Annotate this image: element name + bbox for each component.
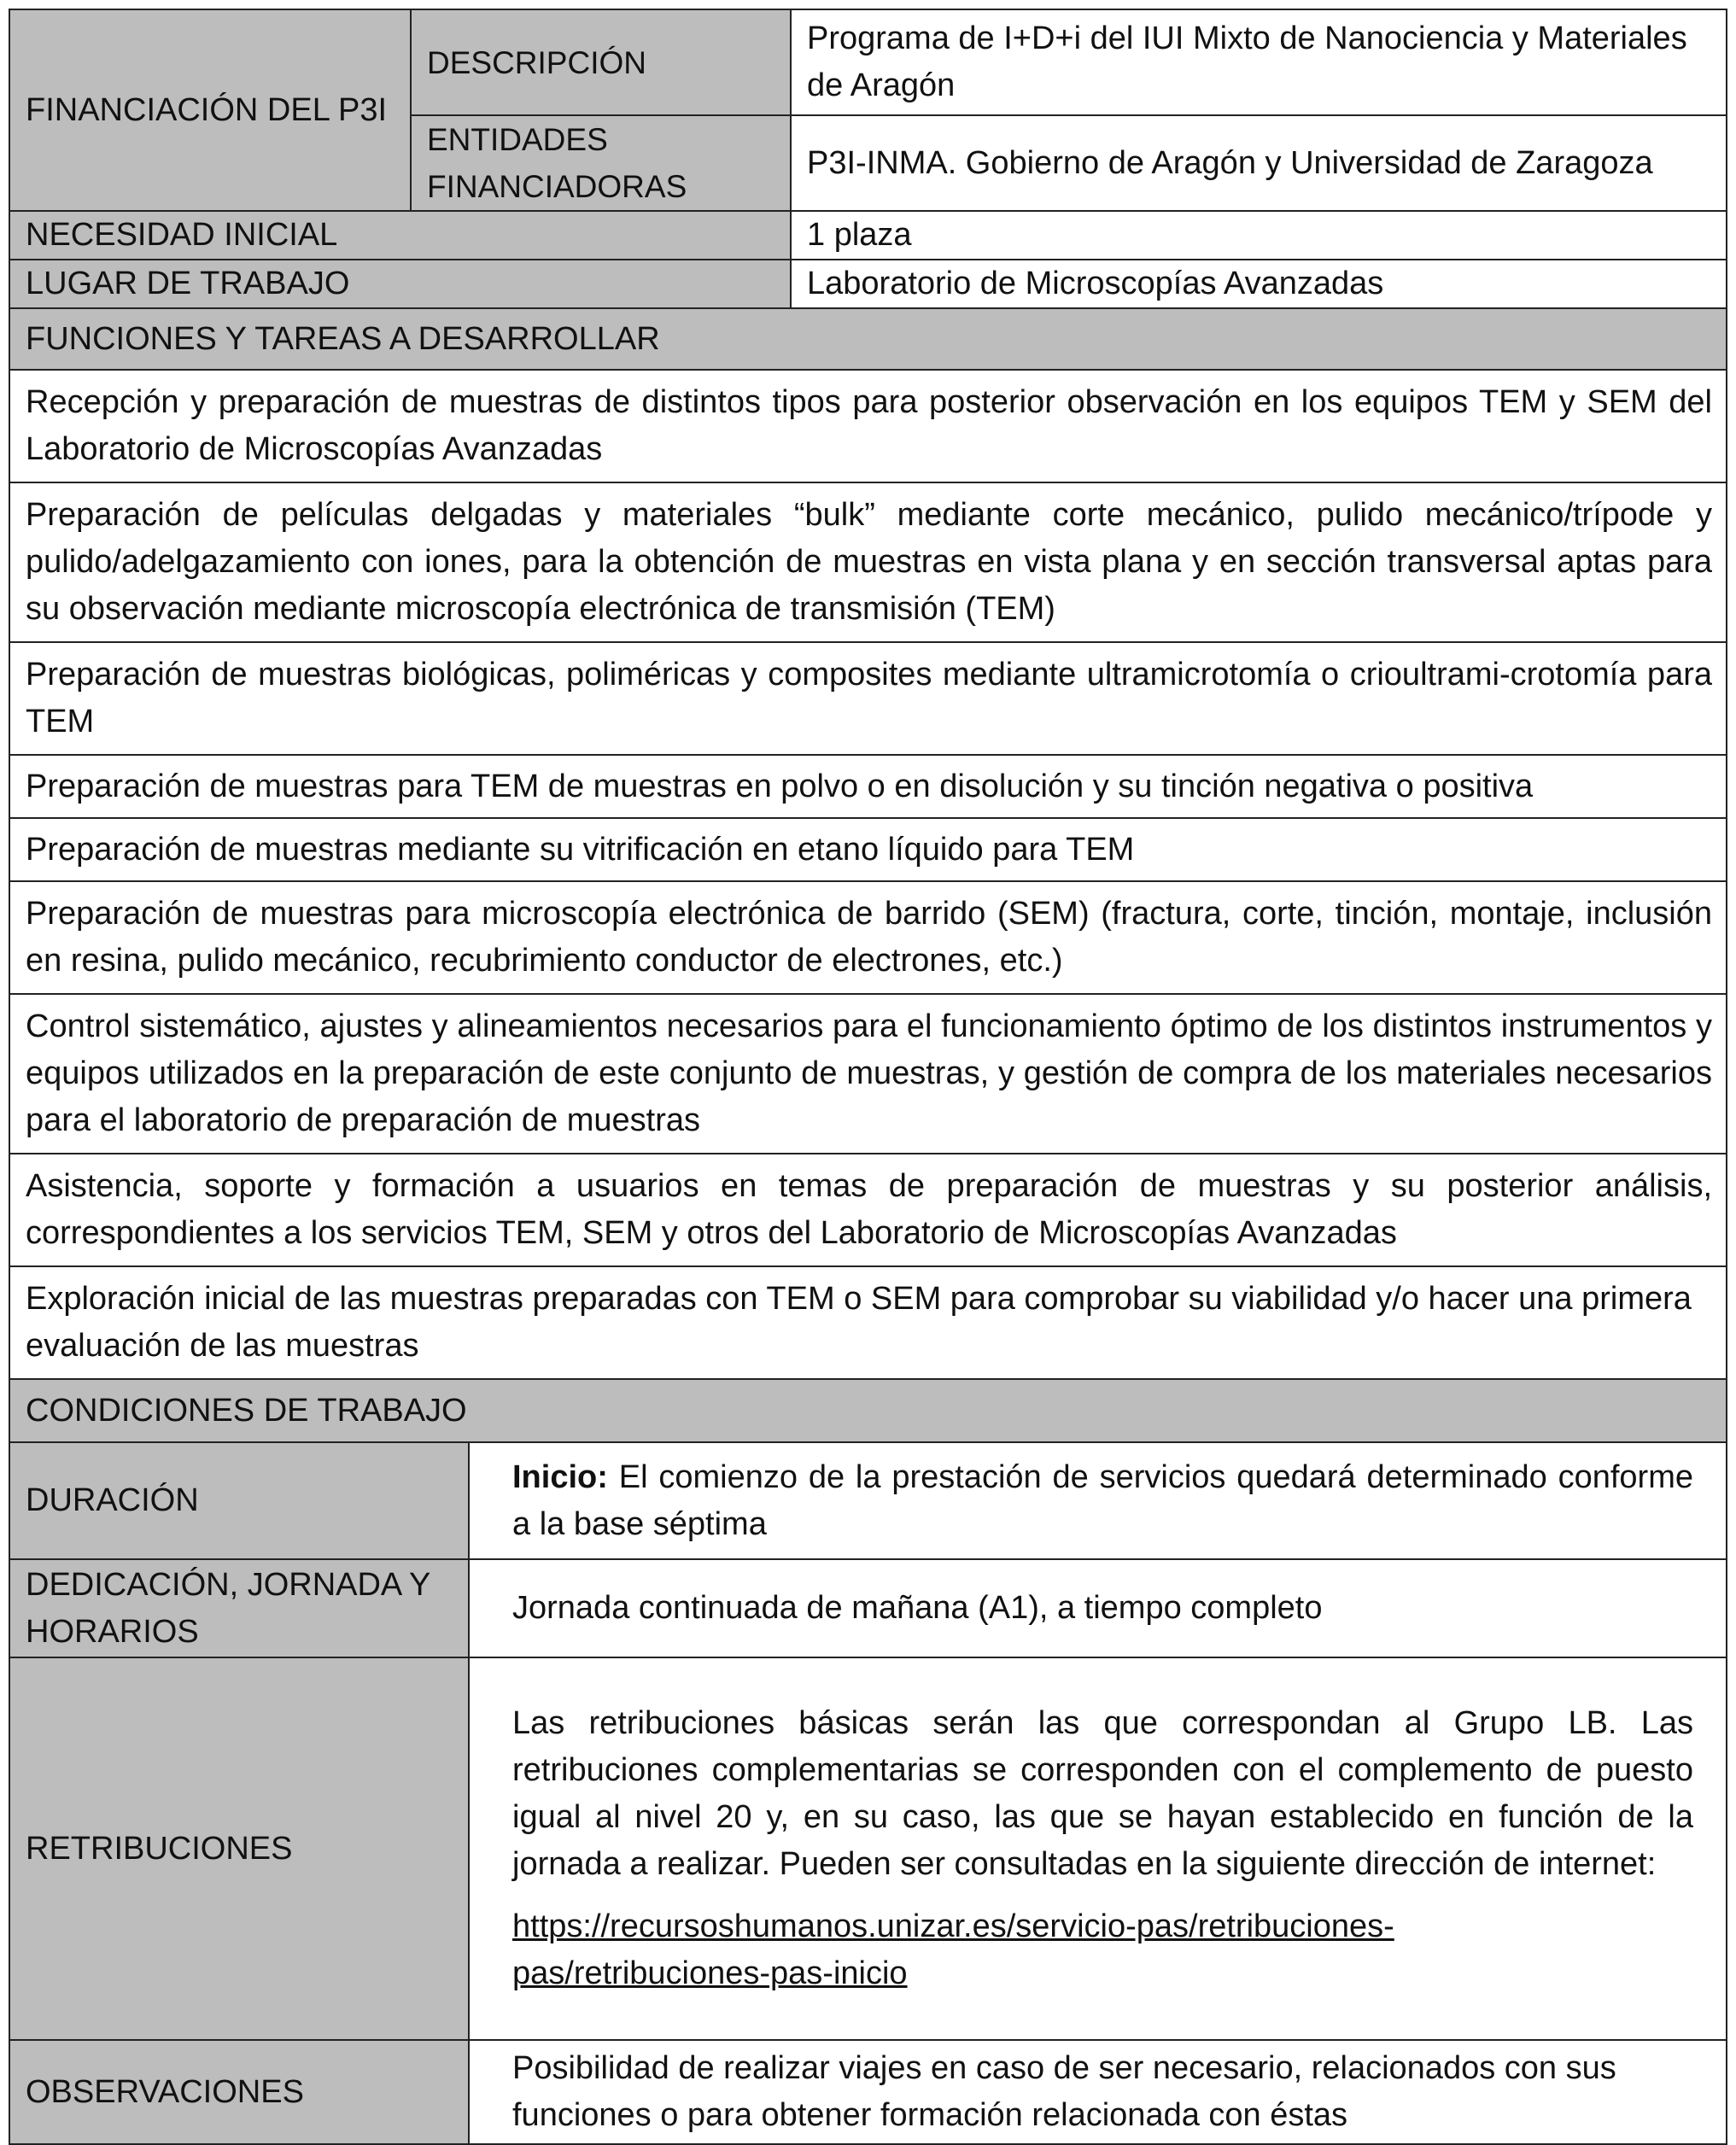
funcion-item: Preparación de películas delgadas y materiales “bulk” mediante corte mecánico, pulido mecánico/trípode y pulido/adelgazamiento con iones, para la obtención de muestras en vista plana y en sección transversal aptas para su observación mediante microscopía electrónica de transmisión (TEM) xyxy=(9,482,1727,642)
dedicacion-value: Jornada continuada de mañana (A1), a tiempo completo xyxy=(469,1559,1727,1657)
retribuciones-label: RETRIBUCIONES xyxy=(9,1657,469,2040)
funciones-title: FUNCIONES Y TAREAS A DESARROLLAR xyxy=(9,308,1727,370)
financiacion-label: FINANCIACIÓN DEL P3I xyxy=(9,9,411,211)
retribuciones-text: Las retribuciones básicas serán las que correspondan al Grupo LB. Las retribuciones complementarias se corresponden con el complemento de puesto igual al nivel 20 y, en su caso, las que se hayan establecido en función de la jornada a realizar. Pueden ser consultadas en la siguiente dirección de internet: xyxy=(512,1705,1693,1882)
funcion-item: Preparación de muestras para TEM de muestras en polvo o en disolución y su tinción negativa o positiva xyxy=(9,755,1727,818)
observaciones-value: Posibilidad de realizar viajes en caso de ser necesario, relacionados con sus funciones o para obtener formación relacionada con éstas xyxy=(469,2040,1727,2144)
necesidad-value: 1 plaza xyxy=(791,211,1727,260)
lugar-label: LUGAR DE TRABAJO xyxy=(9,260,791,308)
retribuciones-link[interactable]: https://recursoshumanos.unizar.es/servicio-pas/retribuciones-pas/retribuciones-pas-inicio xyxy=(512,1908,1394,1991)
funcion-item: Preparación de muestras biológicas, poliméricas y composites mediante ultramicrotomía o crioultrami-crotomía para TEM xyxy=(9,642,1727,755)
duracion-label: DURACIÓN xyxy=(9,1442,469,1559)
observaciones-label: OBSERVACIONES xyxy=(9,2040,469,2144)
dedicacion-label: DEDICACIÓN, JORNADA Y HORARIOS xyxy=(9,1559,469,1657)
entidades-value: P3I-INMA. Gobierno de Aragón y Universidad de Zaragoza xyxy=(791,115,1727,211)
descripcion-label: DESCRIPCIÓN xyxy=(411,9,791,115)
job-offer-document xyxy=(9,9,1727,2145)
necesidad-label: NECESIDAD INICIAL xyxy=(9,211,791,260)
duracion-value xyxy=(469,1442,1727,1559)
funcion-item: Control sistemático, ajustes y alineamientos necesarios para el funcionamiento óptimo de los distintos instrumentos y equipos utilizados en la preparación de este conjunto de muestras, y gestión de compra de los materiales necesarios para el laboratorio de preparación de muestras xyxy=(9,994,1727,1154)
funcion-item: Preparación de muestras para microscopía electrónica de barrido (SEM) (fractura, corte, tinción, montaje, inclusión en resina, pulido mecánico, recubrimiento conductor de electrones, etc.) xyxy=(9,881,1727,994)
entidades-label: ENTIDADES FINANCIADORAS xyxy=(411,115,791,211)
descripcion-value: Programa de I+D+i del IUI Mixto de Nanociencia y Materiales de Aragón xyxy=(791,9,1727,115)
condiciones-table xyxy=(9,1441,1727,2145)
funcion-item: Preparación de muestras mediante su vitrificación en etano líquido para TEM xyxy=(9,818,1727,881)
condiciones-title: CONDICIONES DE TRABAJO xyxy=(9,1379,1727,1442)
retribuciones-value xyxy=(469,1657,1727,2040)
duracion-bold: Inicio: xyxy=(512,1458,608,1495)
funciones-table xyxy=(9,307,1727,1443)
lugar-value: Laboratorio de Microscopías Avanzadas xyxy=(791,260,1727,308)
funcion-item: Exploración inicial de las muestras preparadas con TEM o SEM para comprobar su viabilidad y/o hacer una primera evaluación de las muestras xyxy=(9,1266,1727,1379)
duracion-text: El comienzo de la prestación de servicios quedará determinado conforme a la base séptima xyxy=(512,1458,1693,1542)
funcion-item: Asistencia, soporte y formación a usuarios en temas de preparación de muestras y su posterior análisis, correspondientes a los servicios TEM, SEM y otros del Laboratorio de Microscopías Avanzadas xyxy=(9,1154,1727,1266)
header-table xyxy=(9,9,1727,309)
funcion-item: Recepción y preparación de muestras de distintos tipos para posterior observación en los equipos TEM y SEM del Laboratorio de Microscopías Avanzadas xyxy=(9,370,1727,482)
